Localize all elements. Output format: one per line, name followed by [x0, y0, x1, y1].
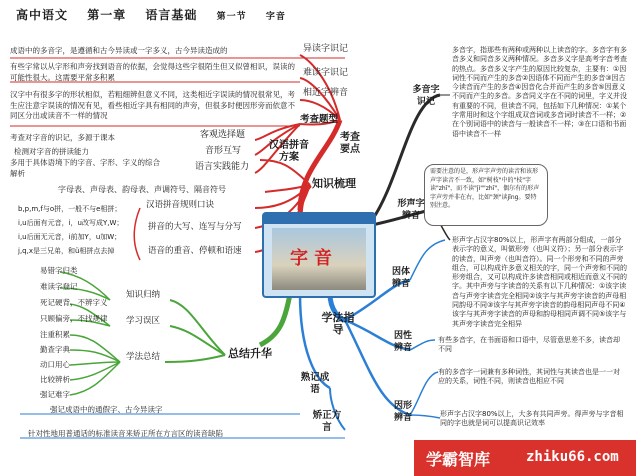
branch-zongjie-line — [260, 294, 290, 345]
title-subject: 高中语文 — [16, 8, 69, 22]
center-image — [262, 212, 376, 298]
zhishi-node: 知识梳理 — [312, 177, 356, 190]
rules-node: 汉语拼音规则口诀 — [146, 200, 215, 210]
yidu-node: 异读字识记 — [303, 44, 349, 54]
tixing-right-3: 语言实践能力 — [195, 162, 250, 172]
zongjie-text-6: 勤查字典 — [40, 345, 70, 354]
tixing-right-1: 客观选择题 — [200, 130, 246, 140]
zongjie-text-9: 强记难字 — [40, 390, 70, 399]
zongjie-text-2: 难读字登记 — [40, 282, 78, 291]
title-chapter: 第一章 — [87, 8, 127, 22]
center-image-bar — [264, 214, 374, 224]
title-section: 第一节 — [216, 12, 247, 22]
yinti-node: 因体辨音 — [391, 267, 410, 289]
rule-line-2: i,u后面有元音，i，u改写成Y,W； — [18, 219, 124, 227]
watermark-badge — [414, 440, 636, 476]
zongjie-text-4: 只顾偏旁，不找规律 — [40, 314, 108, 323]
title-topic: 字音 — [265, 12, 286, 22]
jiaozheng-node: 矫正方言 — [312, 410, 342, 433]
branch-rules-stroke — [134, 208, 140, 260]
fangan-node: 汉语拼音方案 — [269, 140, 309, 163]
rule-line-1: b,p,m,f与o拼，一般不与e相拼； — [18, 205, 122, 213]
branch-zongjie-xuefa — [165, 355, 225, 362]
xiangjin-node: 相近字辨音 — [303, 88, 349, 98]
branch-zongjie-wuqu — [170, 326, 225, 355]
zongjie-node: 总结升华 — [228, 347, 272, 360]
kaocha-node: 考查要点 — [340, 132, 360, 155]
branch-xuefa-3 — [70, 362, 120, 365]
zongjie-text-5: 注重积累 — [40, 330, 70, 339]
biandiao-node: 语音的重音、停顿和语速 — [148, 246, 242, 256]
duoyin-text: 多音字，指那些有两种或两种以上读音的字。多音字有多音多义和同音多义两种情况。多音多义字是高考字音考查的热点。多音多义字产生的原因比较复杂，主要有：①因词性不同而产生的多音②因语体不同而产生的多音③因古今读音而产生的多音④因音化合并而产生的多音⑤因意义不同而产生的多音。多音同义字在不同的词里，字义并没有重要的不同，但读音不同，包括如下几种情况：①某个字常用时和这个字组成双音词或多音词时读音不一样；②在个别词语中的读音与一般读音不一样；③在口语和书面语中读音不一样 — [452, 46, 627, 138]
tixing-node: 考查题型 — [300, 114, 339, 125]
watermark-url: zhiku66.com — [526, 449, 619, 465]
tixing-right-2: 音形互写 — [205, 146, 242, 156]
xuefa-summary-node: 学法总结 — [126, 352, 161, 362]
zongjie-text-1: 易错字归类 — [40, 266, 78, 275]
title-unit: 语言基础 — [145, 8, 198, 22]
guina-node: 知识归纳 — [126, 290, 161, 300]
tixing-left-2: 检测对字音的拼读能力 — [14, 147, 89, 156]
yinxing-text: 有些多音字，在书面语和口语中，尽管意思差不多，读音却不同 — [438, 336, 620, 354]
duoyin-node: 多音字识记 — [412, 85, 440, 107]
zongjie-text-7: 动口用心 — [40, 360, 70, 369]
center-label: 字音 — [290, 248, 338, 269]
rule-line-4: j,q,x是三兄弟，和ü相拼点去掉 — [18, 247, 115, 255]
nandu-node: 难读字识记 — [303, 68, 349, 78]
jiaozheng-text: 针对性地用普通话的标准读音来矫正所在方言区的读音缺陷 — [28, 429, 223, 438]
xiangjin-text: 汉字中有很多字的形状相似，若粗细辨但意义不同，这类相近字误读的情况很常见，考生应注意字误读的情况有见，看些相近字具有相同的声旁，但很多时便因形旁而依意不同区分出或读音不一样的情况 — [10, 90, 295, 120]
shuxi-text: 强记成语中的通假字、古今异读字 — [50, 405, 163, 414]
nandu-text: 有些字常以从字形和声旁找到语音的依据，会觉得这些字很陌生但又似曾相识，误读的可能性很大。这需要平常多积累 — [10, 62, 295, 82]
tixing-left-3: 多用于具体语境下的字音、字形、字义的综合解析 — [10, 158, 160, 178]
xuefa-node: 学法指导 — [321, 311, 355, 336]
yinxing2-node: 因形辨音 — [393, 401, 412, 423]
wuqu-node: 学习误区 — [126, 316, 161, 326]
yidu-text: 成语中的多音字，是遵循和古今异读或一字多义，古今异读造成的 — [10, 46, 228, 55]
xingpang-text: 形声字占汉字80%以上，大多有共同声旁。得声旁与字音相同的字也就是词可以提高识记效率 — [440, 410, 624, 428]
shuxi-node: 熟记成语 — [300, 372, 330, 395]
tixing-left-1: 考查对字音的识记，多源于课本 — [10, 133, 115, 142]
watermark-brand: 学霸智库 — [426, 450, 491, 469]
note-box: 需要注意的是，形声字声旁的读音和该形声字读音不一致，如"树枝"中的"枝"字读"zhī"，而不读"jì""zhī"，偶尔有的形声字声旁并非在右，比如"颈"读jǐng。要特别注意。 — [424, 164, 548, 226]
zongjie-text-8: 比较辨析 — [40, 375, 70, 384]
xingsheng-text: 形声字占汉字80%以上，形声字有两部分组成，一部分表示字的意义，叫做形旁（也叫义符）；另一部分表示字的读音，叫声旁（也叫音符）。同一个形旁和不同的声旁组合，可以构成许多意义相关的字，同一个声旁和不同的形旁组合，又可以构成许多读音相同或相近而意义不同的字。其中声旁与字读音的关系有以下几种情况：①该字读音与声旁字读音完全相同②该字与其声旁字读音的声母相同韵母不同③该字与其声旁字读音的韵母相同声母不同④该字与其声旁字读音的声母和韵母相同声调不同⑤该字与其声旁字读音完全相异 — [452, 236, 627, 328]
page-title — [16, 6, 300, 23]
xingsheng-node: 形声字辨音 — [397, 199, 425, 221]
zongjie-text-3: 死记硬背，不辨字义 — [40, 298, 108, 307]
rule-line-3: i,u后面无元音，i前加Y，u加W； — [18, 233, 122, 241]
branch-yinti-text — [410, 240, 445, 280]
zimu-text: 字母表、声母表、韵母表、声调符号、隔音符号 — [58, 185, 226, 194]
yinxing-node: 因性辨音 — [393, 331, 412, 353]
shengdiao-node: 拼音的大写、连写与分写 — [148, 222, 242, 232]
yinxing2-text: 有的多音字一词兼有多种词性，其词性与其读音也是一一对应的关系，词性不同，则读音也相应不同 — [438, 368, 620, 386]
